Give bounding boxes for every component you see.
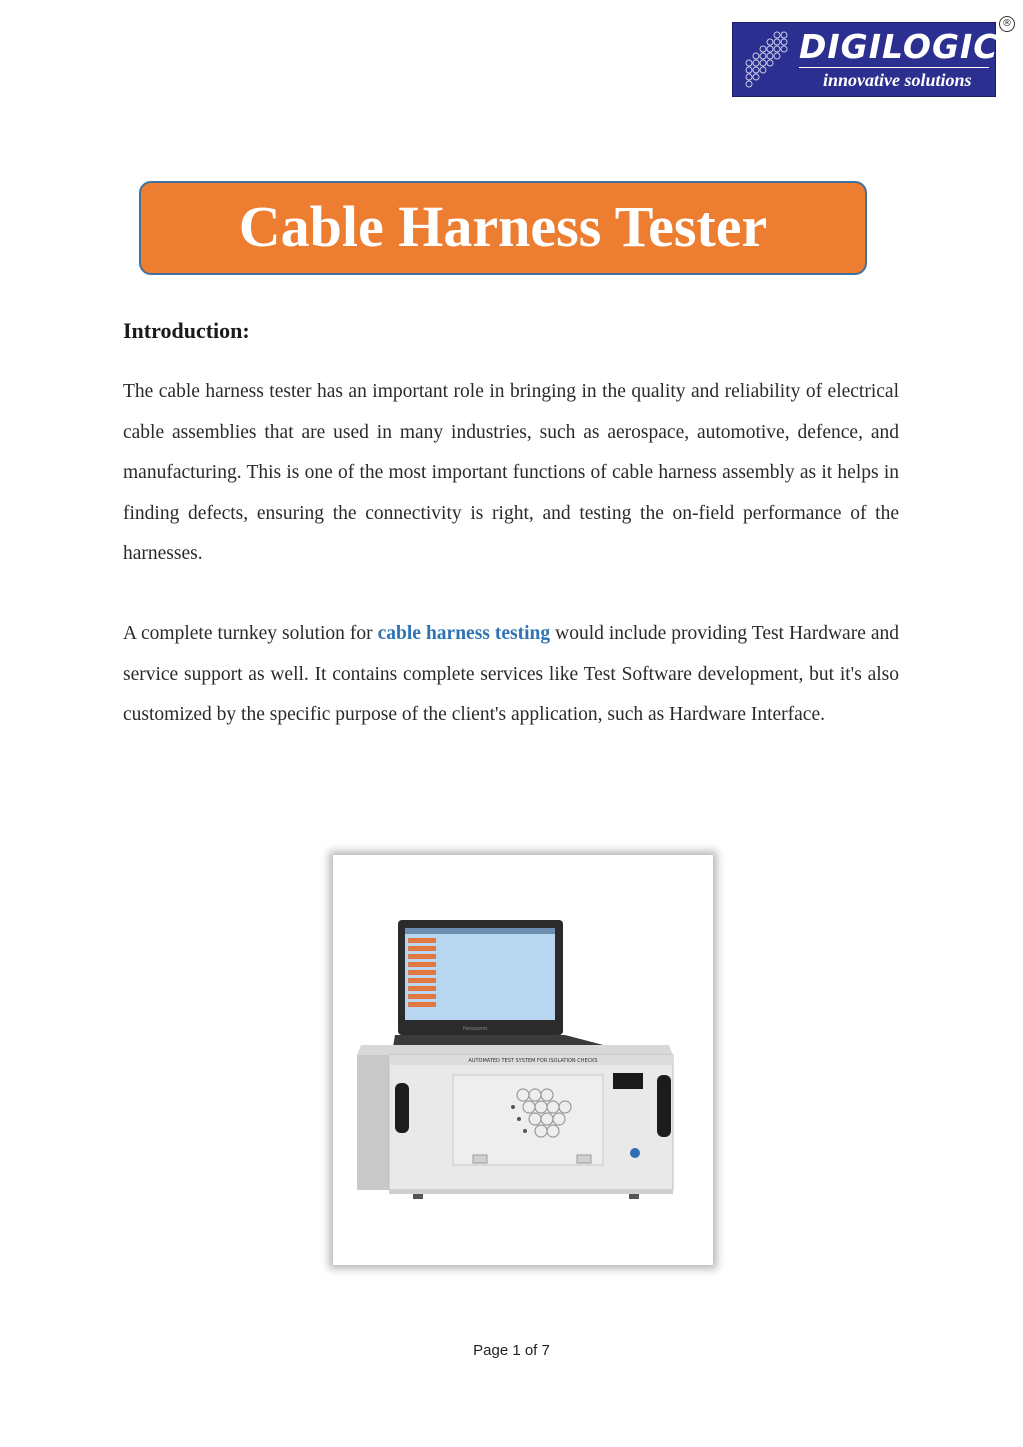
tester-chassis: [357, 1045, 673, 1199]
logo-dots-icon: [737, 27, 793, 93]
intro-paragraph: The cable harness tester has an important role in bringing in the quality and reliability of electrical cable assemblies that are used in many industries, such as aerospace, automotive, defence, and manufacturing. This is one of the most important functions of cable harness assembly as it helps in finding defects, ensuring the connectivity is right, and testing the on-field performance of the harnesses.: [123, 381, 899, 564]
cable-harness-testing-link[interactable]: cable harness testing: [377, 623, 551, 644]
page-number: Page 1 of 7: [473, 1342, 550, 1359]
section-heading-introduction: Introduction:: [123, 318, 250, 343]
turnkey-text-before: A complete turnkey solution for: [123, 623, 378, 644]
cable-harness-tester-illustration: [333, 855, 713, 1265]
registered-mark: ®: [999, 16, 1015, 32]
logo-wordmark: DIGILOGIC: [799, 27, 999, 66]
digilogic-logo: [732, 22, 999, 97]
turnkey-paragraph: [123, 614, 899, 736]
logo-divider: [799, 67, 989, 68]
laptop: [393, 920, 611, 1053]
document-title: Cable Harness Tester: [238, 193, 768, 259]
laptop-brand: Panasonic: [463, 1026, 489, 1032]
turnkey-text-after: would include providing Test Hardware and service support as well. It contains complete services like Test Software development, but it's also customized by the specific purpose of the client's application, such as Hardware Interface.: [123, 623, 900, 725]
product-photo: [333, 855, 713, 1265]
title-banner: [139, 181, 867, 275]
logo-tagline: innovative solutions: [823, 70, 972, 90]
panel-label: AUTOMATED TEST SYSTEM FOR ISOLATION CHECKS: [468, 1058, 598, 1064]
